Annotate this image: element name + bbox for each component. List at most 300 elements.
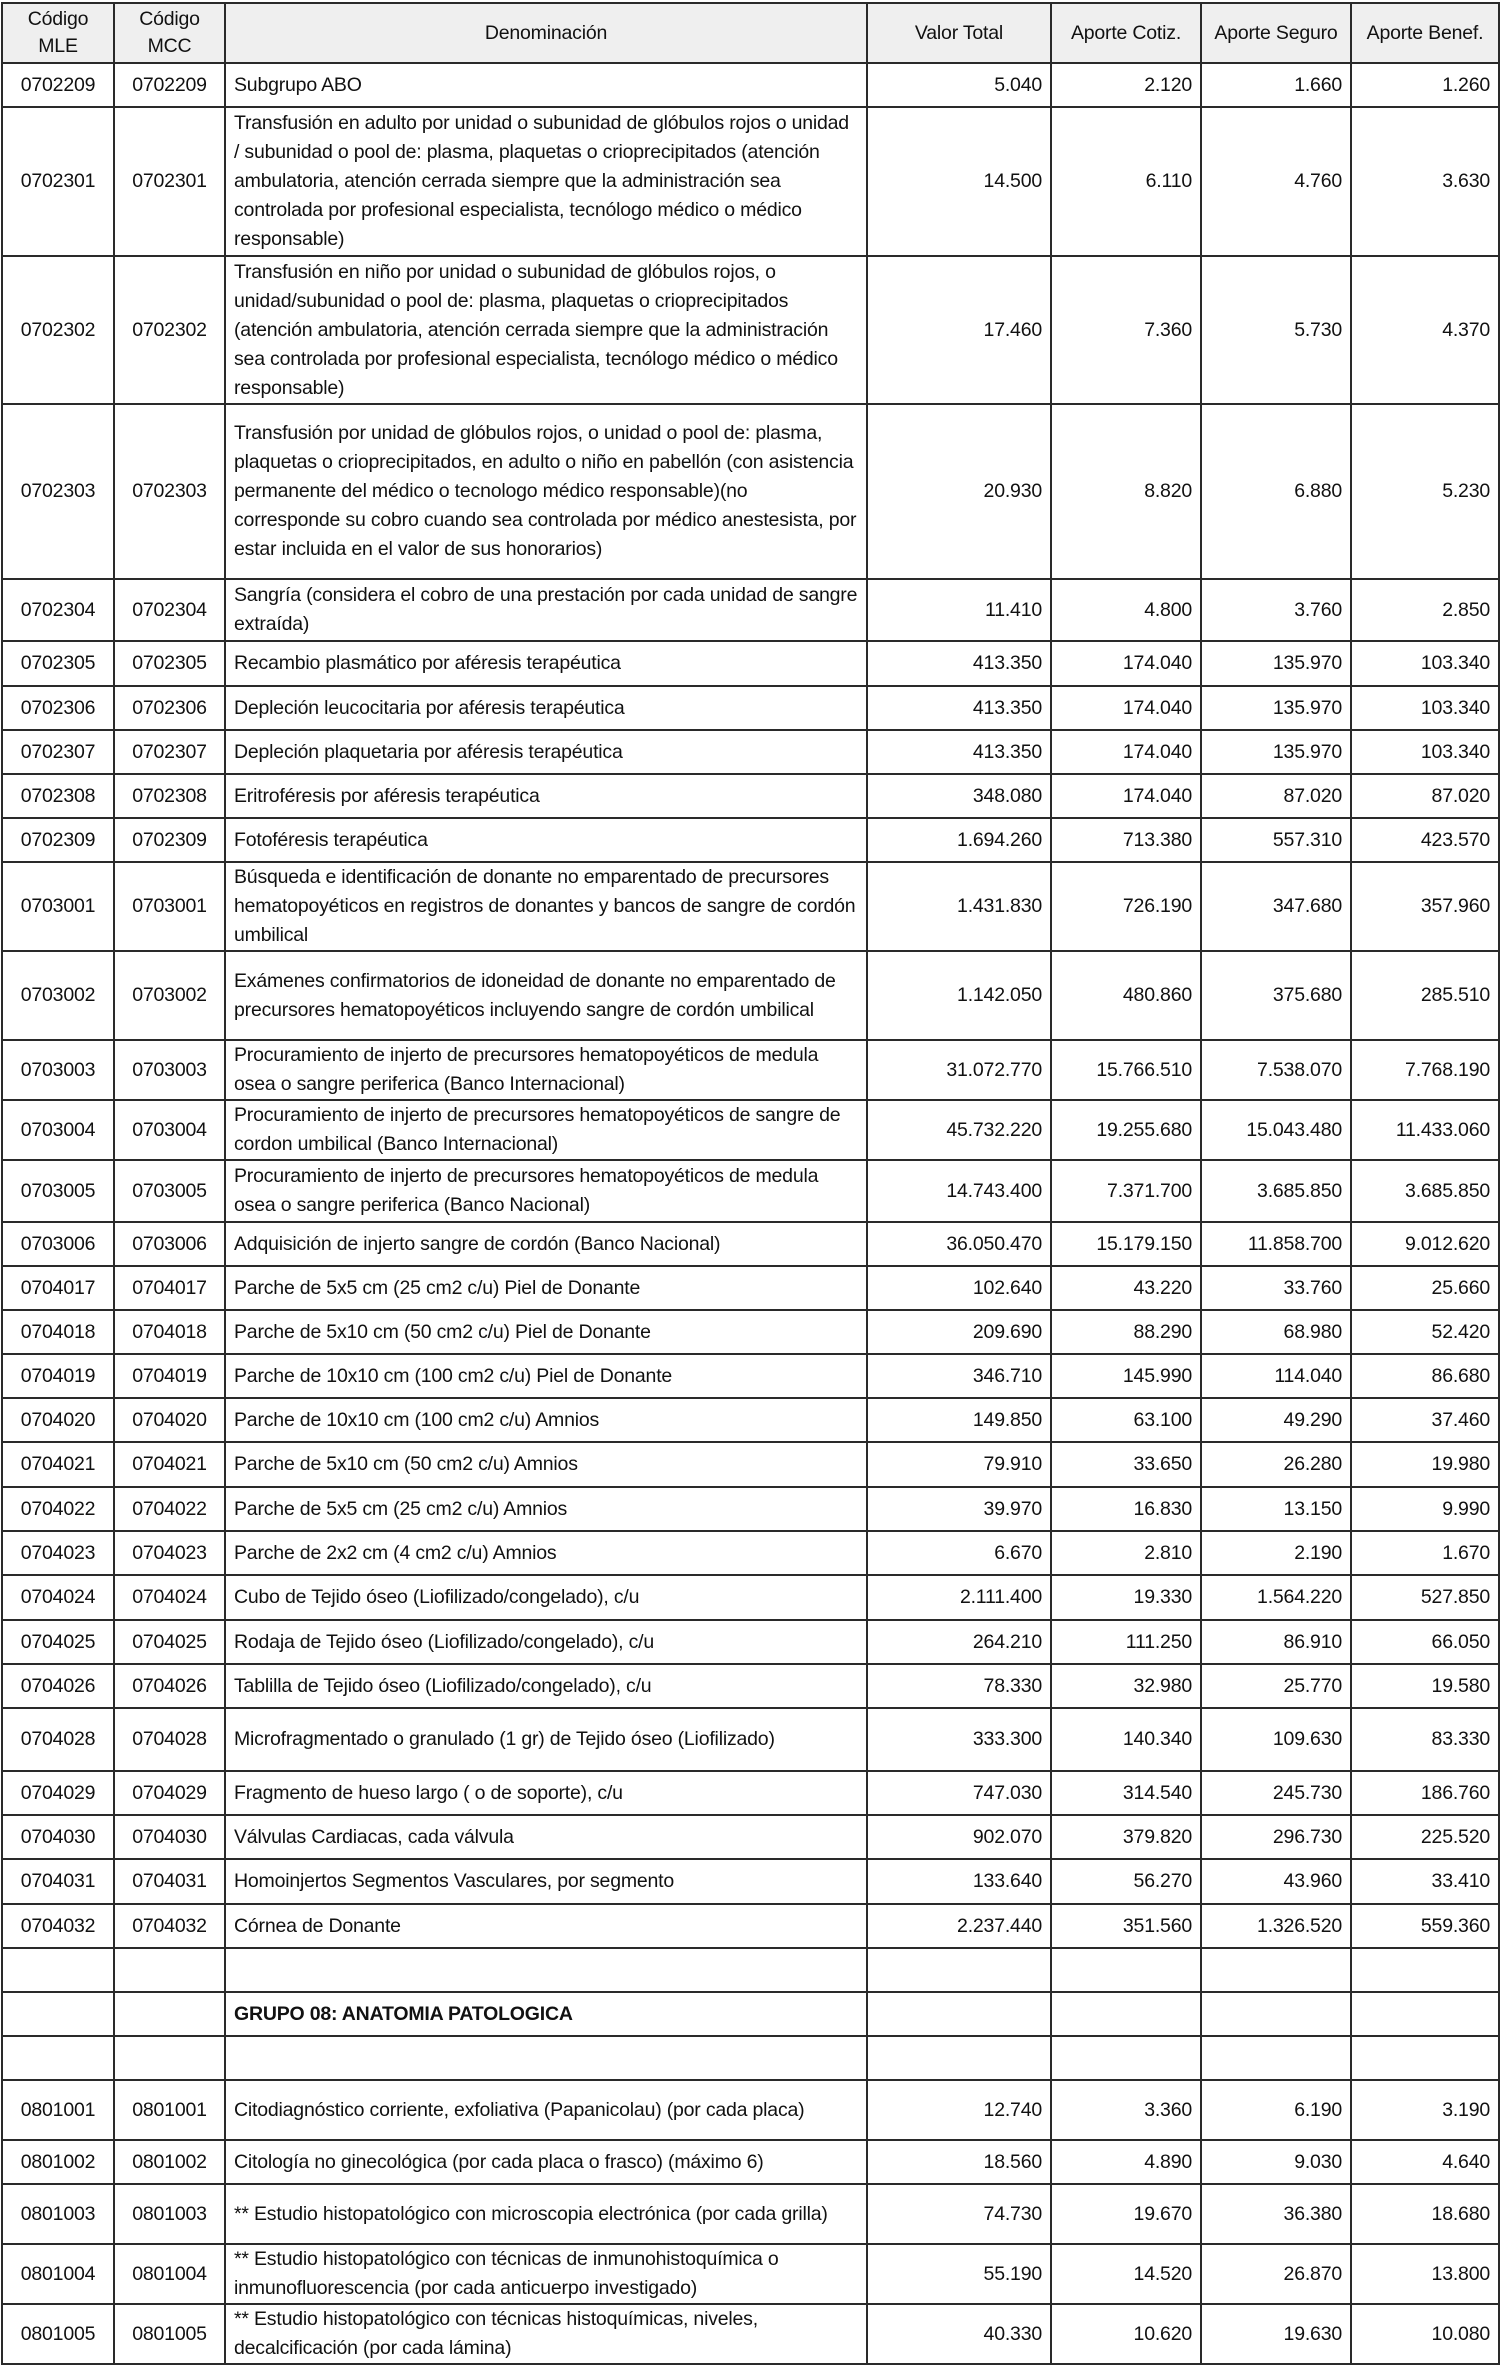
cell-codigo-mle: 0702209 xyxy=(2,63,114,107)
cell-aporte-cotiz xyxy=(1051,1992,1201,2036)
cell-codigo-mcc: 0702308 xyxy=(114,774,225,818)
cell-aporte-cotiz: 16.830 xyxy=(1051,1487,1201,1531)
cell-codigo-mcc: 0704020 xyxy=(114,1398,225,1442)
header-aporte-cotiz: Aporte Cotiz. xyxy=(1051,3,1201,63)
cell-valor-total: 6.670 xyxy=(867,1531,1051,1575)
table-row xyxy=(2,641,1499,686)
table-row xyxy=(2,951,1499,1040)
cell-codigo-mle: 0702309 xyxy=(2,818,114,862)
cell-denominacion: Córnea de Donante xyxy=(225,1904,867,1948)
header-aporte-seguro: Aporte Seguro xyxy=(1201,3,1351,63)
cell-denominacion: Parche de 5x10 cm (50 cm2 c/u) Piel de Donante xyxy=(225,1310,867,1354)
cell-valor-total: 39.970 xyxy=(867,1487,1051,1531)
group-title: GRUPO 08: ANATOMIA PATOLOGICA xyxy=(225,1992,867,2036)
cell-codigo-mcc: 0704024 xyxy=(114,1575,225,1620)
cell-codigo-mle: 0704019 xyxy=(2,1354,114,1398)
header-valor-total: Valor Total xyxy=(867,3,1051,63)
cell-aporte-benef: 83.330 xyxy=(1351,1708,1499,1771)
cell-denominacion xyxy=(225,1948,867,1992)
cell-aporte-seguro: 375.680 xyxy=(1201,951,1351,1040)
cell-codigo-mle: 0704018 xyxy=(2,1310,114,1354)
table-row xyxy=(2,1531,1499,1575)
cell-denominacion: Eritroféresis por aféresis terapéutica xyxy=(225,774,867,818)
cell-codigo-mle: 0704025 xyxy=(2,1620,114,1664)
table-header xyxy=(2,3,1499,63)
table-row xyxy=(2,1398,1499,1442)
cell-aporte-benef: 9.012.620 xyxy=(1351,1222,1499,1266)
table-row xyxy=(2,2080,1499,2140)
cell-aporte-cotiz: 2.810 xyxy=(1051,1531,1201,1575)
table-row xyxy=(2,1575,1499,1620)
cell-valor-total: 55.190 xyxy=(867,2244,1051,2304)
cell-valor-total: 11.410 xyxy=(867,579,1051,641)
cell-aporte-seguro: 6.880 xyxy=(1201,404,1351,579)
cell-aporte-cotiz: 7.371.700 xyxy=(1051,1160,1201,1222)
cell-codigo-mcc: 0702305 xyxy=(114,641,225,686)
cell-aporte-cotiz: 33.650 xyxy=(1051,1442,1201,1487)
cell-aporte-benef: 10.080 xyxy=(1351,2304,1499,2364)
cell-aporte-benef: 285.510 xyxy=(1351,951,1499,1040)
cell-valor-total: 413.350 xyxy=(867,730,1051,774)
cell-valor-total: 12.740 xyxy=(867,2080,1051,2140)
group-header-row xyxy=(2,1992,1499,2036)
cell-aporte-cotiz: 15.179.150 xyxy=(1051,1222,1201,1266)
table-row xyxy=(2,256,1499,404)
cell-codigo-mle: 0702308 xyxy=(2,774,114,818)
cell-aporte-seguro: 7.538.070 xyxy=(1201,1040,1351,1100)
cell-denominacion: ** Estudio histopatológico con técnicas de inmunohistoquímica o inmunofluorescencia (por cada anticuerpo investigado) xyxy=(225,2244,867,2304)
cell-codigo-mle xyxy=(2,2036,114,2080)
cell-aporte-cotiz: 10.620 xyxy=(1051,2304,1201,2364)
cell-codigo-mcc: 0702303 xyxy=(114,404,225,579)
cell-aporte-seguro: 347.680 xyxy=(1201,862,1351,951)
cell-codigo-mcc xyxy=(114,2036,225,2080)
cell-codigo-mle: 0704029 xyxy=(2,1771,114,1815)
table-row xyxy=(2,2244,1499,2304)
cell-codigo-mle: 0704032 xyxy=(2,1904,114,1948)
cell-aporte-benef: 3.630 xyxy=(1351,107,1499,256)
cell-codigo-mcc: 0704017 xyxy=(114,1266,225,1310)
cell-aporte-cotiz: 19.330 xyxy=(1051,1575,1201,1620)
table-row xyxy=(2,1222,1499,1266)
table-row xyxy=(2,1664,1499,1708)
cell-codigo-mle: 0704020 xyxy=(2,1398,114,1442)
cell-denominacion xyxy=(225,2036,867,2080)
cell-codigo-mcc: 0801002 xyxy=(114,2140,225,2184)
cell-aporte-cotiz: 379.820 xyxy=(1051,1815,1201,1859)
cell-codigo-mle: 0702305 xyxy=(2,641,114,686)
cell-codigo-mcc: 0702209 xyxy=(114,63,225,107)
cell-aporte-cotiz xyxy=(1051,2036,1201,2080)
cell-codigo-mle: 0704022 xyxy=(2,1487,114,1531)
cell-aporte-seguro: 25.770 xyxy=(1201,1664,1351,1708)
cell-aporte-benef: 103.340 xyxy=(1351,730,1499,774)
cell-valor-total: 78.330 xyxy=(867,1664,1051,1708)
cell-aporte-cotiz: 7.360 xyxy=(1051,256,1201,404)
cell-denominacion: Transfusión por unidad de glóbulos rojos, o unidad o pool de: plasma, plaquetas o crioprecipitados, en adulto o niño en pabellón (con asistencia permanente del médico o tecnologo médico responsable)(no corresponde su cobro cuando sea controlada por médico anestesista, por estar incluida en el valor de sus honorarios) xyxy=(225,404,867,579)
cell-aporte-seguro: 6.190 xyxy=(1201,2080,1351,2140)
cell-codigo-mle: 0703004 xyxy=(2,1100,114,1160)
cell-denominacion: Parche de 5x5 cm (25 cm2 c/u) Piel de Donante xyxy=(225,1266,867,1310)
cell-aporte-benef: 103.340 xyxy=(1351,641,1499,686)
cell-codigo-mcc: 0702301 xyxy=(114,107,225,256)
cell-aporte-benef: 186.760 xyxy=(1351,1771,1499,1815)
cell-codigo-mcc: 0703005 xyxy=(114,1160,225,1222)
cell-denominacion: Sangría (considera el cobro de una prestación por cada unidad de sangre extraída) xyxy=(225,579,867,641)
blank-row xyxy=(2,2036,1499,2080)
blank-row xyxy=(2,1948,1499,1992)
cell-valor-total: 209.690 xyxy=(867,1310,1051,1354)
cell-valor-total: 17.460 xyxy=(867,256,1051,404)
cell-codigo-mle: 0703002 xyxy=(2,951,114,1040)
cell-aporte-benef: 11.433.060 xyxy=(1351,1100,1499,1160)
table-row xyxy=(2,818,1499,862)
cell-denominacion: Procuramiento de injerto de precursores hematopoyéticos de medula osea o sangre periferica (Banco Nacional) xyxy=(225,1160,867,1222)
cell-aporte-seguro: 2.190 xyxy=(1201,1531,1351,1575)
cell-aporte-seguro: 9.030 xyxy=(1201,2140,1351,2184)
tariff-table xyxy=(1,2,1500,2365)
cell-aporte-seguro: 68.980 xyxy=(1201,1310,1351,1354)
cell-denominacion: Búsqueda e identificación de donante no emparentado de precursores hematopoyéticos en registros de donantes y bancos de sangre de cordón umbilical xyxy=(225,862,867,951)
cell-aporte-seguro: 557.310 xyxy=(1201,818,1351,862)
cell-valor-total: 333.300 xyxy=(867,1708,1051,1771)
cell-codigo-mcc: 0702302 xyxy=(114,256,225,404)
header-denominacion: Denominación xyxy=(225,3,867,63)
cell-valor-total xyxy=(867,1948,1051,1992)
cell-aporte-cotiz: 351.560 xyxy=(1051,1904,1201,1948)
cell-denominacion: Procuramiento de injerto de precursores hematopoyéticos de medula osea o sangre periferica (Banco Internacional) xyxy=(225,1040,867,1100)
cell-aporte-seguro: 135.970 xyxy=(1201,641,1351,686)
cell-codigo-mle: 0801004 xyxy=(2,2244,114,2304)
cell-aporte-seguro xyxy=(1201,1948,1351,1992)
cell-aporte-benef: 18.680 xyxy=(1351,2184,1499,2244)
cell-valor-total: 1.431.830 xyxy=(867,862,1051,951)
header-aporte-benef: Aporte Benef. xyxy=(1351,3,1499,63)
cell-codigo-mcc: 0702306 xyxy=(114,686,225,730)
cell-denominacion: Parche de 10x10 cm (100 cm2 c/u) Amnios xyxy=(225,1398,867,1442)
cell-valor-total: 133.640 xyxy=(867,1859,1051,1904)
cell-aporte-cotiz xyxy=(1051,1948,1201,1992)
table-row xyxy=(2,1310,1499,1354)
cell-codigo-mle: 0703006 xyxy=(2,1222,114,1266)
table-row xyxy=(2,107,1499,256)
cell-codigo-mle: 0704028 xyxy=(2,1708,114,1771)
cell-aporte-seguro: 26.870 xyxy=(1201,2244,1351,2304)
table-row xyxy=(2,579,1499,641)
cell-codigo-mle: 0703003 xyxy=(2,1040,114,1100)
cell-codigo-mcc: 0703002 xyxy=(114,951,225,1040)
cell-aporte-cotiz: 726.190 xyxy=(1051,862,1201,951)
cell-valor-total: 413.350 xyxy=(867,686,1051,730)
cell-aporte-cotiz: 174.040 xyxy=(1051,730,1201,774)
cell-valor-total: 346.710 xyxy=(867,1354,1051,1398)
table-row xyxy=(2,1815,1499,1859)
cell-aporte-cotiz: 140.340 xyxy=(1051,1708,1201,1771)
cell-aporte-seguro xyxy=(1201,1992,1351,2036)
cell-aporte-cotiz: 88.290 xyxy=(1051,1310,1201,1354)
cell-aporte-benef: 423.570 xyxy=(1351,818,1499,862)
cell-aporte-seguro: 3.760 xyxy=(1201,579,1351,641)
cell-aporte-seguro: 245.730 xyxy=(1201,1771,1351,1815)
cell-codigo-mle xyxy=(2,1992,114,2036)
cell-aporte-benef: 225.520 xyxy=(1351,1815,1499,1859)
cell-aporte-benef xyxy=(1351,1948,1499,1992)
cell-valor-total: 902.070 xyxy=(867,1815,1051,1859)
table-body xyxy=(2,63,1499,2364)
cell-codigo-mcc: 0703001 xyxy=(114,862,225,951)
cell-aporte-seguro: 1.326.520 xyxy=(1201,1904,1351,1948)
cell-codigo-mle: 0704024 xyxy=(2,1575,114,1620)
cell-aporte-cotiz: 6.110 xyxy=(1051,107,1201,256)
cell-aporte-cotiz: 713.380 xyxy=(1051,818,1201,862)
cell-denominacion: Citología no ginecológica (por cada placa o frasco) (máximo 6) xyxy=(225,2140,867,2184)
cell-valor-total: 14.500 xyxy=(867,107,1051,256)
cell-aporte-seguro: 33.760 xyxy=(1201,1266,1351,1310)
cell-aporte-seguro: 36.380 xyxy=(1201,2184,1351,2244)
cell-aporte-benef: 103.340 xyxy=(1351,686,1499,730)
cell-aporte-benef: 3.685.850 xyxy=(1351,1160,1499,1222)
cell-codigo-mle: 0801003 xyxy=(2,2184,114,2244)
cell-codigo-mle: 0801005 xyxy=(2,2304,114,2364)
cell-aporte-cotiz: 2.120 xyxy=(1051,63,1201,107)
cell-valor-total: 5.040 xyxy=(867,63,1051,107)
cell-codigo-mle: 0702303 xyxy=(2,404,114,579)
cell-denominacion: Parche de 5x10 cm (50 cm2 c/u) Amnios xyxy=(225,1442,867,1487)
cell-valor-total: 2.237.440 xyxy=(867,1904,1051,1948)
cell-codigo-mcc: 0703006 xyxy=(114,1222,225,1266)
cell-aporte-cotiz: 145.990 xyxy=(1051,1354,1201,1398)
cell-valor-total: 40.330 xyxy=(867,2304,1051,2364)
header-codigo-mcc: Código MCC xyxy=(114,3,225,63)
cell-denominacion: Parche de 5x5 cm (25 cm2 c/u) Amnios xyxy=(225,1487,867,1531)
cell-valor-total xyxy=(867,2036,1051,2080)
cell-denominacion: Adquisición de injerto sangre de cordón (Banco Nacional) xyxy=(225,1222,867,1266)
cell-aporte-cotiz: 32.980 xyxy=(1051,1664,1201,1708)
table-row xyxy=(2,730,1499,774)
cell-codigo-mle: 0704026 xyxy=(2,1664,114,1708)
cell-denominacion: ** Estudio histopatológico con técnicas histoquímicas, niveles, decalcificación (por cada lámina) xyxy=(225,2304,867,2364)
cell-codigo-mle: 0704031 xyxy=(2,1859,114,1904)
cell-aporte-seguro: 109.630 xyxy=(1201,1708,1351,1771)
cell-aporte-seguro: 1.660 xyxy=(1201,63,1351,107)
cell-denominacion: Microfragmentado o granulado (1 gr) de Tejido óseo (Liofilizado) xyxy=(225,1708,867,1771)
cell-codigo-mcc: 0801003 xyxy=(114,2184,225,2244)
table-row xyxy=(2,2304,1499,2364)
cell-codigo-mle: 0703001 xyxy=(2,862,114,951)
cell-aporte-benef: 52.420 xyxy=(1351,1310,1499,1354)
cell-denominacion: Parche de 2x2 cm (4 cm2 c/u) Amnios xyxy=(225,1531,867,1575)
cell-codigo-mle: 0704021 xyxy=(2,1442,114,1487)
cell-valor-total xyxy=(867,1992,1051,2036)
cell-aporte-cotiz: 63.100 xyxy=(1051,1398,1201,1442)
cell-aporte-seguro: 5.730 xyxy=(1201,256,1351,404)
cell-aporte-benef: 33.410 xyxy=(1351,1859,1499,1904)
cell-denominacion: Citodiagnóstico corriente, exfoliativa (Papanicolau) (por cada placa) xyxy=(225,2080,867,2140)
cell-aporte-cotiz: 111.250 xyxy=(1051,1620,1201,1664)
cell-denominacion: Depleción plaquetaria por aféresis terapéutica xyxy=(225,730,867,774)
table-row xyxy=(2,63,1499,107)
cell-codigo-mle: 0704030 xyxy=(2,1815,114,1859)
cell-aporte-benef xyxy=(1351,2036,1499,2080)
cell-aporte-cotiz: 56.270 xyxy=(1051,1859,1201,1904)
table-row xyxy=(2,404,1499,579)
header-row xyxy=(2,3,1499,63)
cell-aporte-benef: 19.580 xyxy=(1351,1664,1499,1708)
cell-aporte-seguro: 43.960 xyxy=(1201,1859,1351,1904)
cell-codigo-mcc: 0801005 xyxy=(114,2304,225,2364)
cell-valor-total: 1.694.260 xyxy=(867,818,1051,862)
cell-aporte-seguro: 135.970 xyxy=(1201,686,1351,730)
table-row xyxy=(2,1160,1499,1222)
cell-aporte-benef: 5.230 xyxy=(1351,404,1499,579)
table-row xyxy=(2,2140,1499,2184)
cell-aporte-benef: 87.020 xyxy=(1351,774,1499,818)
cell-aporte-seguro: 296.730 xyxy=(1201,1815,1351,1859)
cell-codigo-mcc: 0703003 xyxy=(114,1040,225,1100)
cell-codigo-mcc: 0801001 xyxy=(114,2080,225,2140)
cell-aporte-benef: 1.670 xyxy=(1351,1531,1499,1575)
cell-valor-total: 31.072.770 xyxy=(867,1040,1051,1100)
cell-codigo-mcc: 0704025 xyxy=(114,1620,225,1664)
table-row xyxy=(2,686,1499,730)
cell-aporte-benef: 1.260 xyxy=(1351,63,1499,107)
cell-codigo-mle: 0801002 xyxy=(2,2140,114,2184)
cell-codigo-mcc: 0704028 xyxy=(114,1708,225,1771)
cell-denominacion: Transfusión en niño por unidad o subunidad de glóbulos rojos, o unidad/subunidad o pool de: plasma, plaquetas o crioprecipitados (atención ambulatoria, atención cerrada siempre que la administración sea controlada por profesional especialista, tecnólogo médico o médico responsable) xyxy=(225,256,867,404)
cell-codigo-mcc: 0801004 xyxy=(114,2244,225,2304)
cell-codigo-mle: 0704023 xyxy=(2,1531,114,1575)
cell-codigo-mle: 0703005 xyxy=(2,1160,114,1222)
cell-aporte-benef: 25.660 xyxy=(1351,1266,1499,1310)
table-row xyxy=(2,1487,1499,1531)
cell-denominacion: Subgrupo ABO xyxy=(225,63,867,107)
cell-denominacion: Cubo de Tejido óseo (Liofilizado/congelado), c/u xyxy=(225,1575,867,1620)
cell-aporte-seguro: 49.290 xyxy=(1201,1398,1351,1442)
table-row xyxy=(2,1442,1499,1487)
cell-codigo-mcc: 0704022 xyxy=(114,1487,225,1531)
cell-aporte-cotiz: 3.360 xyxy=(1051,2080,1201,2140)
cell-valor-total: 20.930 xyxy=(867,404,1051,579)
cell-valor-total: 79.910 xyxy=(867,1442,1051,1487)
cell-codigo-mcc: 0704021 xyxy=(114,1442,225,1487)
cell-valor-total: 45.732.220 xyxy=(867,1100,1051,1160)
cell-aporte-seguro xyxy=(1201,2036,1351,2080)
cell-denominacion: Recambio plasmático por aféresis terapéutica xyxy=(225,641,867,686)
cell-aporte-seguro: 26.280 xyxy=(1201,1442,1351,1487)
cell-aporte-seguro: 15.043.480 xyxy=(1201,1100,1351,1160)
table-row xyxy=(2,1771,1499,1815)
cell-aporte-seguro: 19.630 xyxy=(1201,2304,1351,2364)
cell-aporte-seguro: 4.760 xyxy=(1201,107,1351,256)
cell-aporte-seguro: 86.910 xyxy=(1201,1620,1351,1664)
cell-aporte-cotiz: 4.800 xyxy=(1051,579,1201,641)
table-row xyxy=(2,1040,1499,1100)
cell-aporte-benef: 527.850 xyxy=(1351,1575,1499,1620)
cell-aporte-cotiz: 15.766.510 xyxy=(1051,1040,1201,1100)
cell-aporte-benef: 13.800 xyxy=(1351,2244,1499,2304)
cell-aporte-seguro: 114.040 xyxy=(1201,1354,1351,1398)
cell-valor-total: 264.210 xyxy=(867,1620,1051,1664)
cell-codigo-mcc: 0704030 xyxy=(114,1815,225,1859)
cell-aporte-benef: 66.050 xyxy=(1351,1620,1499,1664)
table-row xyxy=(2,1100,1499,1160)
cell-denominacion: Procuramiento de injerto de precursores hematopoyéticos de sangre de cordon umbilical (Banco Internacional) xyxy=(225,1100,867,1160)
cell-denominacion: Tablilla de Tejido óseo (Liofilizado/congelado), c/u xyxy=(225,1664,867,1708)
cell-aporte-cotiz: 19.255.680 xyxy=(1051,1100,1201,1160)
cell-valor-total: 413.350 xyxy=(867,641,1051,686)
cell-aporte-cotiz: 174.040 xyxy=(1051,686,1201,730)
cell-aporte-cotiz: 174.040 xyxy=(1051,641,1201,686)
cell-codigo-mle: 0702306 xyxy=(2,686,114,730)
table-row xyxy=(2,1859,1499,1904)
cell-valor-total: 348.080 xyxy=(867,774,1051,818)
cell-valor-total: 36.050.470 xyxy=(867,1222,1051,1266)
cell-codigo-mcc: 0702307 xyxy=(114,730,225,774)
header-codigo-mle: Código MLE xyxy=(2,3,114,63)
cell-aporte-benef xyxy=(1351,1992,1499,2036)
cell-aporte-benef: 4.640 xyxy=(1351,2140,1499,2184)
cell-denominacion: Fotoféresis terapéutica xyxy=(225,818,867,862)
cell-codigo-mle xyxy=(2,1948,114,1992)
cell-codigo-mcc: 0704018 xyxy=(114,1310,225,1354)
cell-denominacion: Transfusión en adulto por unidad o subunidad de glóbulos rojos o unidad / subunidad o pool de: plasma, plaquetas o crioprecipitados (atención ambulatoria, atención cerrada siempre que la administración sea controlada por profesional especialista, tecnólogo médico o médico responsable) xyxy=(225,107,867,256)
cell-valor-total: 18.560 xyxy=(867,2140,1051,2184)
cell-codigo-mle: 0702302 xyxy=(2,256,114,404)
cell-codigo-mcc: 0704019 xyxy=(114,1354,225,1398)
cell-codigo-mcc xyxy=(114,1992,225,2036)
cell-aporte-seguro: 135.970 xyxy=(1201,730,1351,774)
cell-codigo-mcc: 0704026 xyxy=(114,1664,225,1708)
table-row xyxy=(2,1354,1499,1398)
cell-aporte-seguro: 13.150 xyxy=(1201,1487,1351,1531)
cell-codigo-mle: 0704017 xyxy=(2,1266,114,1310)
cell-valor-total: 747.030 xyxy=(867,1771,1051,1815)
cell-aporte-benef: 9.990 xyxy=(1351,1487,1499,1531)
cell-denominacion: Homoinjertos Segmentos Vasculares, por segmento xyxy=(225,1859,867,1904)
cell-aporte-cotiz: 19.670 xyxy=(1051,2184,1201,2244)
cell-aporte-seguro: 11.858.700 xyxy=(1201,1222,1351,1266)
cell-aporte-cotiz: 480.860 xyxy=(1051,951,1201,1040)
cell-aporte-benef: 357.960 xyxy=(1351,862,1499,951)
cell-codigo-mcc: 0704031 xyxy=(114,1859,225,1904)
cell-aporte-benef: 4.370 xyxy=(1351,256,1499,404)
table-row xyxy=(2,774,1499,818)
table-row xyxy=(2,862,1499,951)
cell-codigo-mcc: 0702304 xyxy=(114,579,225,641)
cell-valor-total: 149.850 xyxy=(867,1398,1051,1442)
cell-aporte-cotiz: 174.040 xyxy=(1051,774,1201,818)
table-row xyxy=(2,1266,1499,1310)
cell-valor-total: 2.111.400 xyxy=(867,1575,1051,1620)
cell-aporte-seguro: 87.020 xyxy=(1201,774,1351,818)
cell-denominacion: Fragmento de hueso largo ( o de soporte), c/u xyxy=(225,1771,867,1815)
cell-codigo-mcc: 0704032 xyxy=(114,1904,225,1948)
table-row xyxy=(2,1708,1499,1771)
cell-denominacion: Exámenes confirmatorios de idoneidad de donante no emparentado de precursores hematopoyéticos incluyendo sangre de cordón umbilical xyxy=(225,951,867,1040)
cell-aporte-benef: 7.768.190 xyxy=(1351,1040,1499,1100)
cell-aporte-cotiz: 14.520 xyxy=(1051,2244,1201,2304)
cell-codigo-mle: 0801001 xyxy=(2,2080,114,2140)
cell-denominacion: Parche de 10x10 cm (100 cm2 c/u) Piel de Donante xyxy=(225,1354,867,1398)
cell-denominacion: Válvulas Cardiacas, cada válvula xyxy=(225,1815,867,1859)
cell-valor-total: 74.730 xyxy=(867,2184,1051,2244)
cell-aporte-benef: 2.850 xyxy=(1351,579,1499,641)
cell-aporte-cotiz: 8.820 xyxy=(1051,404,1201,579)
cell-aporte-benef: 3.190 xyxy=(1351,2080,1499,2140)
cell-valor-total: 102.640 xyxy=(867,1266,1051,1310)
cell-valor-total: 14.743.400 xyxy=(867,1160,1051,1222)
cell-aporte-benef: 559.360 xyxy=(1351,1904,1499,1948)
